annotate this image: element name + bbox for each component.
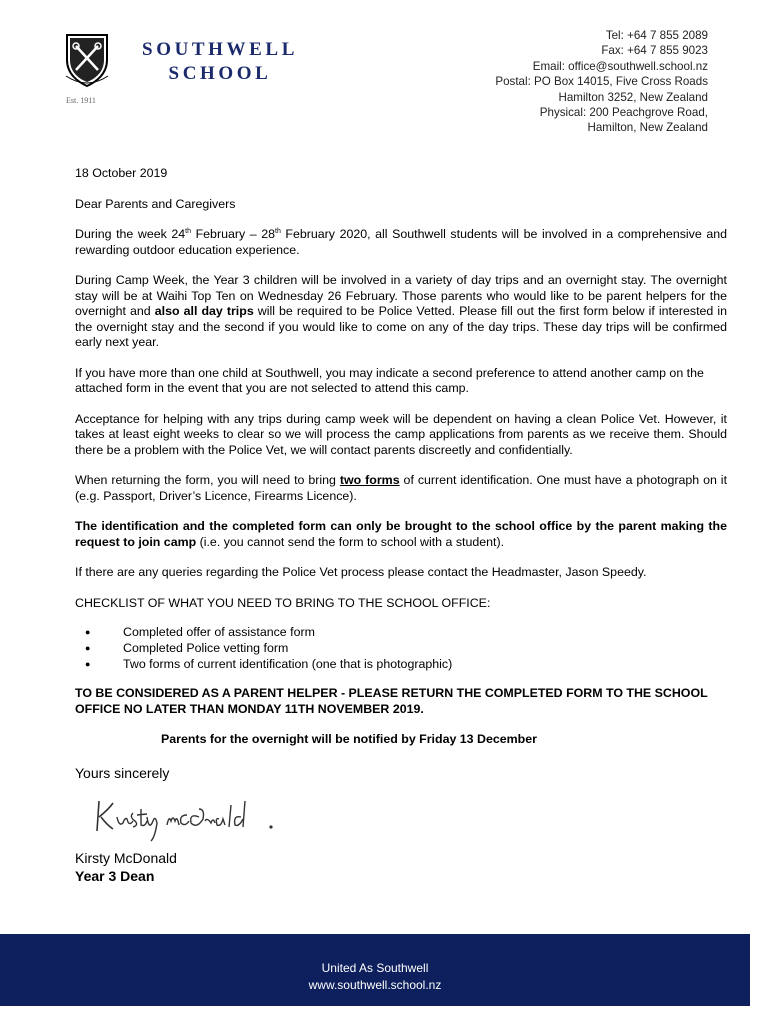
- checklist-item: ● Completed offer of assistance form: [75, 624, 727, 640]
- paragraph-queries: If there are any queries regarding the Police Vet process please contact the Headmaster, Jason Speedy.: [75, 565, 647, 579]
- closing: Yours sincerely: [75, 764, 170, 781]
- school-name: [134, 38, 306, 86]
- contact-postal-line2: Hamilton 3252, New Zealand: [558, 90, 708, 104]
- p1-sup1: th: [185, 227, 192, 235]
- paragraph-police-vet: Acceptance for helping with any trips during camp week will be dependent on having a clean Police Vet. However, it takes at least eight weeks to clear so we will process the camp applications from parents as we receive them. Should there be a problem with the Police Vet, we will contact parents discreetly and confidentially.: [75, 411, 727, 457]
- contact-phone: Tel: +64 7 855 2089: [605, 29, 708, 42]
- contact-email[interactable]: Email: office@southwell.school.nz: [532, 59, 708, 73]
- footer-banner: [0, 934, 750, 1006]
- letter-body: [75, 166, 727, 885]
- paragraph-camp-week-dates: [75, 227, 727, 258]
- p6-bold: The identification and the completed form can only be brought to the school office by the parent making the request to join camp: [75, 519, 727, 549]
- p5-bold-underline: two forms: [339, 473, 400, 487]
- deadline-notice: TO BE CONSIDERED AS A PARENT HELPER - PLEASE RETURN THE COMPLETED FORM TO THE SCHOOL OFFICE NO LATER THAN MONDAY 11TH NOVEMBER 2019.: [75, 686, 708, 716]
- signer-title: Year 3 Dean: [75, 868, 155, 884]
- contact-fax: Fax: +64 7 855 9023: [601, 44, 708, 58]
- checklist-heading: CHECKLIST OF WHAT YOU NEED TO BRING TO THE SCHOOL OFFICE:: [75, 595, 491, 610]
- p1-text-c: February 2020, all Southwell students will be involved in a comprehensive and rewarding outdoor education experience.: [75, 227, 727, 257]
- paragraph-second-preference: If you have more than one child at Southwell, you may indicate a second preference to attend another camp on the attached form in the event that you are not selected to attend this camp.: [75, 365, 704, 395]
- school-name-line1: SOUTHWELL: [142, 39, 298, 60]
- letter-salutation: Dear Parents and Caregivers: [75, 196, 236, 211]
- footer-motto: United As Southwell: [321, 961, 429, 975]
- footer-website[interactable]: www.southwell.school.nz: [308, 978, 442, 992]
- p2-bold: also all day trips: [154, 304, 254, 318]
- p2-text-b: will be required to be Police Vetted. Please fill out the first form below if interested in the overnight stay and the second if you would like to come on any of the day trips. These day trips will be confirmed early next year.: [75, 304, 727, 349]
- signer-name: Kirsty McDonald: [75, 850, 177, 866]
- handwritten-signature: [75, 787, 727, 843]
- school-name-line2: SCHOOL: [168, 63, 272, 84]
- p1-text-a: During the week 24: [75, 227, 186, 241]
- overnight-notice: Parents for the overnight will be notified by Friday 13 December: [161, 732, 537, 746]
- paragraph-year3-trips: [75, 273, 727, 351]
- letter-date: 18 October 2019: [75, 166, 168, 180]
- contact-postal-line1: Postal: PO Box 14015, Five Cross Roads: [495, 75, 708, 89]
- p5-text-b: of current identification. One must have a photograph on it (e.g. Passport, Driver’s Licence, Firearms Licence).: [75, 473, 728, 503]
- p2-text-a: During Camp Week, the Year 3 children will be involved in a variety of day trips and an overnight stay. The overnight stay will be at Waihi Top Ten on Wednesday 26 February. Those parents who would like to be parent helpers for the overnight and: [75, 273, 727, 318]
- checklist-item: ● Two forms of current identification (one that is photographic): [75, 656, 727, 672]
- checklist: [75, 624, 727, 672]
- p6-text-b: (i.e. you cannot send the form to school with a student).: [196, 534, 505, 549]
- contact-block: [495, 28, 708, 136]
- paragraph-bring-to-office: [75, 519, 727, 550]
- paragraph-identification: [75, 473, 727, 504]
- p5-text-a: When returning the form, you will need to bring: [75, 473, 340, 487]
- established-year: Est. 1911: [66, 96, 96, 105]
- contact-physical-line1: Physical: 200 Peachgrove Road,: [539, 106, 708, 120]
- p1-sup2: th: [275, 227, 281, 235]
- p1-text-b: February – 28: [191, 227, 275, 241]
- contact-physical-line2: Hamilton, New Zealand: [587, 121, 708, 135]
- checklist-item: ● Completed Police vetting form: [75, 640, 727, 656]
- school-crest-logo: [64, 32, 110, 88]
